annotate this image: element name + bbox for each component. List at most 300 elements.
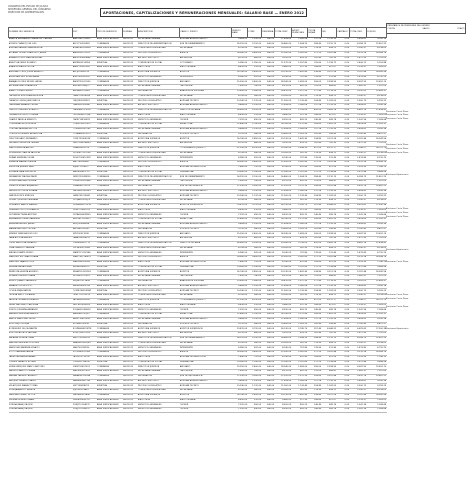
table-cell: 10,600.00 — [275, 322, 292, 327]
table-cell: AUDITORIA SUPERIOR — [138, 70, 180, 75]
table-cell: 1,802.29 — [322, 123, 337, 128]
table-cell: 24012012 — [123, 332, 138, 337]
table-cell: 1,126.30 — [322, 379, 337, 384]
table-cell: ARCHIVISTA — [180, 56, 232, 61]
table-cell: 927.30 — [292, 113, 308, 118]
table-cell: 5,915.24 — [350, 161, 367, 166]
table-cell: 9,864.00 — [232, 222, 248, 227]
table-cell: 540.00 — [262, 332, 275, 337]
table-cell: 21,520.00 — [275, 374, 292, 379]
table-cell: 10,600.00 — [275, 227, 292, 232]
table-cell: 2,598.90 — [322, 232, 337, 237]
table-cell: 894.12 — [322, 151, 337, 156]
table-cell: COMUNICACION SOCIAL — [138, 218, 180, 223]
table-cell: 5,915.24 — [350, 351, 367, 356]
table-cell: 540.00 — [262, 232, 275, 237]
table-cell: 0.00 — [337, 256, 350, 261]
table-cell: CONFIANZA — [97, 241, 123, 246]
table-cell: 2,030.97 — [350, 94, 367, 99]
table-cell: 24012012 — [123, 156, 138, 161]
table-cell: 1,760.00 — [248, 123, 262, 128]
table-cell: 9,864.00 — [232, 284, 248, 289]
table-cell: 0.00 — [337, 75, 350, 80]
table-cell: 22,500.00 — [275, 256, 292, 261]
table-cell: 174.90 — [308, 151, 322, 156]
table-cell: 6,980.00 — [232, 346, 248, 351]
table-cell: SABI700226R26 — [73, 346, 97, 351]
table-cell: 24012012 — [123, 94, 138, 99]
table-cell: CHOFER — [180, 308, 232, 313]
table-cell: 540.00 — [262, 118, 275, 123]
table-cell: BASE SINDICALIZADO — [97, 66, 123, 71]
table-cell: ABOGADO — [180, 80, 232, 85]
table-cell: 12,480.00 — [232, 313, 248, 318]
table-cell: 358.60 — [308, 374, 322, 379]
table-cell: 1,916.97 — [350, 303, 367, 308]
loan-note: Prestamo Corto Plazo — [386, 144, 409, 147]
loan-note: Prestamo Corto Plazo — [386, 298, 409, 301]
table-cell: 174.90 — [308, 94, 322, 99]
table-cell: 822.80 — [292, 355, 308, 360]
table-cell: 427.00 — [308, 146, 322, 151]
table-cell: 8,970.00 — [275, 370, 292, 375]
table-cell: 18,560.00 — [232, 51, 248, 56]
table-cell: CRUZ DELGADO FERNANDO — [9, 137, 73, 142]
table-cell: MAFL680925X60 — [73, 260, 97, 265]
table-cell: EVENTUAL — [97, 227, 123, 232]
table-cell: 821.07 — [322, 113, 337, 118]
table-cell: 146.40 — [308, 213, 322, 218]
table-cell: 11,355.31 — [367, 218, 387, 223]
table-cell: 24012012 — [123, 66, 138, 71]
table-cell: ORTEGA NIETO YOLANDA — [9, 294, 73, 299]
table-cell: 3,720.00 — [248, 203, 262, 208]
table-cell: ROUM680822M78 — [73, 327, 97, 332]
table-cell: 7,702.05 — [367, 142, 387, 147]
table-cell: 0.00 — [337, 294, 350, 299]
table-cell: 24012012 — [123, 113, 138, 118]
table-cell: 12,480.00 — [232, 218, 248, 223]
table-cell: 2,030.97 — [350, 389, 367, 394]
table-cell: ARCHIVISTA — [180, 237, 232, 242]
table-cell: 1,161.60 — [292, 170, 308, 175]
table-cell: 24012012 — [123, 61, 138, 66]
table-cell: AALM750630B44 — [73, 56, 97, 61]
table-cell: 371.20 — [308, 256, 322, 261]
table-cell: 149.60 — [308, 355, 322, 360]
table-cell: 24012012 — [123, 265, 138, 270]
table-cell: 2,598.90 — [322, 80, 337, 85]
table-cell: 1,085.04 — [292, 317, 308, 322]
table-cell: JEFE DE DEPARTAMENTO — [180, 42, 232, 47]
table-cell: CAPTURISTA — [180, 370, 232, 375]
table-cell: DURAN HERRERA OSCAR — [9, 156, 73, 161]
table-cell: CONFIANZA — [97, 313, 123, 318]
table-cell: RITG860130L41 — [73, 322, 97, 327]
table-cell: 21,498.82 — [367, 108, 387, 113]
table-cell: 860.00 — [248, 237, 262, 242]
table-cell: 11,654.00 — [275, 189, 292, 194]
table-cell: INFORMATICA — [138, 279, 180, 284]
table-cell: GUERRERO SOTO ELIZABETH — [9, 208, 73, 213]
table-cell: 540.00 — [262, 137, 275, 142]
column-header: NOMBRE DEL SERVIDOR — [9, 28, 73, 38]
table-cell: 16,584.76 — [367, 256, 387, 261]
table-cell: 5,643.18 — [322, 241, 337, 246]
table-cell: GARCIA PONCE ENRIQUE — [9, 194, 73, 199]
table-cell: 24012012 — [123, 170, 138, 175]
table-cell: 10,240.00 — [232, 194, 248, 199]
table-cell: 8,430.00 — [232, 208, 248, 213]
table-cell: 956.83 — [322, 227, 337, 232]
table-cell: BASE SINDICALIZADO — [97, 180, 123, 185]
table-cell: 24012012 — [123, 237, 138, 242]
table-cell: 174.90 — [308, 341, 322, 346]
table-cell: BIBLIOTECA — [138, 113, 180, 118]
table-cell: 197.28 — [308, 379, 322, 384]
table-cell: BASE SINDICALIZADO — [97, 355, 123, 360]
table-cell: 0.00 — [337, 289, 350, 294]
table-cell: BASE SINDICALIZADO — [97, 346, 123, 351]
table-cell: 9,399.25 — [367, 99, 387, 104]
table-cell: 1,238.66 — [322, 360, 337, 365]
table-cell: 25,990.00 — [275, 298, 292, 303]
table-cell: 11,654.00 — [275, 104, 292, 109]
table-cell: 1,126.30 — [322, 104, 337, 109]
table-cell: 540.00 — [262, 265, 275, 270]
table-cell: 2,185.70 — [292, 203, 308, 208]
table-cell: 540.00 — [262, 351, 275, 356]
table-cell: 284.40 — [308, 175, 322, 180]
table-cell: 5,200.00 — [248, 108, 262, 113]
table-cell: 1,541.36 — [350, 308, 367, 313]
table-cell: FUENTES NUÑEZ ALEJANDRO — [9, 184, 73, 189]
table-cell: 2,598.90 — [322, 365, 337, 370]
table-cell: 540.00 — [262, 279, 275, 284]
table-cell: 197.28 — [308, 127, 322, 132]
table-cell: EIJR671214B72 — [73, 165, 97, 170]
table-cell: AUXILIAR DE BIBLIOTECA — [180, 355, 232, 360]
table-cell: 24012012 — [123, 341, 138, 346]
table-cell: RASF710415K04 — [73, 317, 97, 322]
table-cell: 805.20 — [292, 118, 308, 123]
table-cell: 1,541.36 — [350, 408, 367, 413]
table-cell: 15,887.22 — [367, 374, 387, 379]
table-cell: COMUNICACION SOCIAL — [138, 313, 180, 318]
table-cell: 492.00 — [308, 241, 322, 246]
loan-note: Prestamo Corto Plazo — [386, 148, 409, 151]
table-cell: CONFIANZA — [97, 175, 123, 180]
table-cell: 6,720.20 — [367, 156, 387, 161]
table-cell: 4,046.52 — [322, 327, 337, 332]
table-cell: 540.00 — [262, 170, 275, 175]
table-cell: 8,120.00 — [232, 56, 248, 61]
table-cell: 9,520.00 — [275, 142, 292, 147]
table-cell: LOBG650627T12 — [73, 241, 97, 246]
table-cell: 24012012 — [123, 370, 138, 375]
table-cell: 910.00 — [248, 66, 262, 71]
table-cell: 762.35 — [322, 142, 337, 147]
table-cell: VILLA JARAMILLO REBECA — [9, 389, 73, 394]
table-cell: 11,900.00 — [275, 194, 292, 199]
table-cell: 284.40 — [308, 42, 322, 47]
table-cell: COMUNICACION SOCIAL — [138, 360, 180, 365]
table-cell: 0.00 — [337, 156, 350, 161]
table-cell: CHAVEZ PADILLA ERNESTO — [9, 118, 73, 123]
table-cell: 1,085.04 — [292, 104, 308, 109]
table-cell: CONFIANZA — [97, 218, 123, 223]
table-cell: 1,238.66 — [322, 170, 337, 175]
table-cell: 961.95 — [292, 199, 308, 204]
table-cell: 540.00 — [262, 165, 275, 170]
table-cell: 2,850.00 — [248, 137, 262, 142]
column-header: CUOTA SEDAR — [308, 28, 322, 38]
table-cell: 540.00 — [262, 256, 275, 261]
column-header: LIQUIDO — [367, 28, 387, 38]
table-cell: 621.50 — [322, 260, 337, 265]
table-cell: 197.28 — [308, 284, 322, 289]
table-cell: 540.00 — [262, 374, 275, 379]
table-cell: ESPINOZA JIMENEZ RAUL — [9, 165, 73, 170]
table-cell: 1,180.00 — [248, 170, 262, 175]
table-cell: BASE SINDICALIZADO — [97, 251, 123, 256]
table-cell: 540.00 — [262, 146, 275, 151]
table-cell: 540.00 — [262, 218, 275, 223]
table-cell: 7,650.00 — [232, 180, 248, 185]
table-cell: BASE SINDICALIZADO — [97, 104, 123, 109]
table-cell: DIRECCION JURIDICA — [138, 365, 180, 370]
table-cell: 334.80 — [308, 393, 322, 398]
table-cell: 10,265.00 — [275, 199, 292, 204]
table-cell: MAEL790714W23 — [73, 256, 97, 261]
table-cell: 14,220.00 — [232, 175, 248, 180]
table-cell: PROCESO LEGISLATIVO — [138, 194, 180, 199]
table-cell: ABOGADO — [180, 232, 232, 237]
table-cell: 540.00 — [262, 241, 275, 246]
table-cell: ESPARZA IBARRA CLAUDIA — [9, 161, 73, 166]
table-cell: 1,372.80 — [292, 123, 308, 128]
table-cell: 139.60 — [308, 251, 322, 256]
table-cell: 0.00 — [337, 137, 350, 142]
table-cell: 0.00 — [337, 389, 350, 394]
table-cell: 1,250.00 — [248, 189, 262, 194]
table-cell: 540.00 — [262, 355, 275, 360]
table-cell: 1,169.55 — [322, 384, 337, 389]
table-cell: SERVICIOS GENERALES — [138, 156, 180, 161]
table-cell: PEREZ PALOMINO CAROLINA — [9, 303, 73, 308]
table-cell: 24012012 — [123, 408, 138, 413]
table-cell: ALVAREZ LOPEZ MARTHA ELENA — [9, 56, 73, 61]
table-cell: 7,702.05 — [367, 56, 387, 61]
table-cell: 1,250.00 — [248, 37, 262, 42]
column-header: CAPITALIZ. — [337, 28, 350, 38]
table-cell: 0.00 — [337, 175, 350, 180]
table-cell: 24012012 — [123, 379, 138, 384]
table-cell: 540.00 — [262, 142, 275, 147]
org-line: DIRECCION DE ADMINISTRACION — [8, 11, 44, 14]
table-cell: MADP711202V86 — [73, 251, 97, 256]
table-cell: 589.76 — [322, 213, 337, 218]
table-cell: 540.00 — [262, 284, 275, 289]
table-cell: 24012012 — [123, 336, 138, 341]
table-cell: 1,760.00 — [248, 218, 262, 223]
table-cell: BASE SINDICALIZADO — [97, 246, 123, 251]
table-cell: SECRETARIA GENERAL — [138, 85, 180, 90]
table-cell: BATS680129K49 — [73, 89, 97, 94]
table-cell: 540.00 — [262, 398, 275, 403]
table-cell: 7,480.00 — [232, 355, 248, 360]
table-cell: BIBLIOTECARIA — [180, 398, 232, 403]
table-cell: 197.28 — [308, 222, 322, 227]
table-cell: 24012012 — [123, 175, 138, 180]
table-cell: 540.00 — [262, 403, 275, 408]
table-cell: CONFIANZA — [97, 256, 123, 261]
table-cell: CEOL800427Q58 — [73, 113, 97, 118]
table-cell: 668.41 — [322, 275, 337, 280]
table-cell: 8,740.00 — [275, 355, 292, 360]
table-cell: 620.00 — [248, 346, 262, 351]
table-cell: 540.00 — [262, 303, 275, 308]
table-cell: JIZR700911R38 — [73, 232, 97, 237]
table-cell: 22,500.00 — [275, 51, 292, 56]
table-cell: 0.00 — [337, 170, 350, 175]
table-cell: EVENTUAL — [97, 194, 123, 199]
table-cell: 1,120.00 — [248, 384, 262, 389]
table-cell: CONFIANZA — [97, 298, 123, 303]
table-cell: 24012012 — [123, 118, 138, 123]
table-cell: 9,120.00 — [232, 132, 248, 137]
table-cell: BASE SINDICALIZADO — [97, 408, 123, 413]
table-cell: 1,662.91 — [350, 85, 367, 90]
table-cell: BASE SINDICALIZADO — [97, 142, 123, 147]
table-cell: TAPIA CASTAÑEDA RAFAEL — [9, 355, 73, 360]
loans-header-col: SALDO — [422, 28, 430, 31]
table-cell: 24012012 — [123, 42, 138, 47]
table-cell: 540.00 — [262, 237, 275, 242]
table-cell: 24012012 — [123, 308, 138, 313]
table-cell: 24012012 — [123, 165, 138, 170]
table-cell: 24012012 — [123, 123, 138, 128]
table-cell: ARCHIVISTA — [180, 332, 232, 337]
table-cell: 8,457.57 — [367, 227, 387, 232]
table-cell: VAGA690125X48 — [73, 374, 97, 379]
table-cell: 2,408.62 — [350, 284, 367, 289]
table-cell: BIBLIOTECA — [138, 260, 180, 265]
table-cell: 11,570.00 — [275, 61, 292, 66]
table-cell: 7,320.00 — [232, 118, 248, 123]
table-cell: GORM660517K16 — [73, 203, 97, 208]
column-header: TOTAL PERC. — [275, 28, 292, 38]
table-cell: 182.40 — [308, 132, 322, 137]
table-cell: 0.00 — [337, 89, 350, 94]
table-cell: 1,126.30 — [322, 127, 337, 132]
table-cell: CUDF730304V28 — [73, 137, 97, 142]
table-cell: 8,140.00 — [275, 346, 292, 351]
table-cell: ZAMORA LOZANO VICTOR — [9, 393, 73, 398]
table-cell: 24012012 — [123, 137, 138, 142]
table-cell: AEPR800214D90 — [73, 61, 97, 66]
table-cell: 1,916.97 — [350, 208, 367, 213]
table-cell: 540.00 — [262, 346, 275, 351]
table-cell: 860.00 — [248, 56, 262, 61]
table-cell: 0.00 — [337, 104, 350, 109]
table-cell: 1,541.36 — [350, 118, 367, 123]
table-cell: 24012012 — [123, 146, 138, 151]
table-cell: 540.00 — [262, 313, 275, 318]
table-cell: 956.83 — [322, 132, 337, 137]
table-cell: DIFA650822X19 — [73, 146, 97, 151]
table-cell: CAVJ740920M23 — [73, 99, 97, 104]
table-cell: 3,011.26 — [322, 393, 337, 398]
table-cell: 153.00 — [308, 275, 322, 280]
table-cell: 540.00 — [262, 370, 275, 375]
table-cell: 767.80 — [292, 75, 308, 80]
table-cell: 8,234.03 — [367, 294, 387, 299]
table-cell: 720.00 — [248, 355, 262, 360]
loan-note: Prestamo Corto Plazo — [386, 211, 409, 214]
table-cell: BASE SINDICALIZADO — [97, 75, 123, 80]
table-cell: 1,980.00 — [248, 89, 262, 94]
table-cell: INFORMATICA — [138, 132, 180, 137]
table-cell: 9,120.00 — [232, 322, 248, 327]
table-cell: 5,187.46 — [350, 270, 367, 275]
table-cell: 1,085.04 — [292, 284, 308, 289]
table-cell: 24012012 — [123, 317, 138, 322]
table-cell: 0.00 — [337, 132, 350, 137]
table-cell: JEFE DE DEPARTAMENTO — [180, 175, 232, 180]
table-cell: ALCARAZ GOMEZ FRANCISCO JAVIER — [9, 51, 73, 56]
table-cell: 589.76 — [322, 118, 337, 123]
table-cell: BASE SINDICALIZADO — [97, 222, 123, 227]
table-cell: 540.00 — [262, 184, 275, 189]
table-cell: CAMR660713P14 — [73, 108, 97, 113]
table-cell: 0.00 — [337, 241, 350, 246]
table-cell: 1,097.80 — [292, 61, 308, 66]
table-cell: CONFIANZA — [97, 327, 123, 332]
table-cell: ARCHIVISTA — [180, 142, 232, 147]
table-cell: 8,745.00 — [232, 151, 248, 156]
table-cell: CONFIANZA — [97, 161, 123, 166]
table-cell: RAMIREZ RENTERIA MARISOL — [9, 313, 73, 318]
table-cell: CONFIANZA — [97, 123, 123, 128]
table-cell: 2,611.46 — [350, 360, 367, 365]
table-cell: 249.60 — [308, 313, 322, 318]
table-cell: 1,126.40 — [292, 384, 308, 389]
table-cell: 8,430.00 — [232, 113, 248, 118]
table-cell: 8,234.03 — [367, 151, 387, 156]
table-cell: 8,550.00 — [275, 118, 292, 123]
table-cell: 1,419.80 — [350, 156, 367, 161]
table-cell: 980.00 — [248, 151, 262, 156]
table-cell: AUDITOR — [180, 270, 232, 275]
table-cell: 9,880.00 — [275, 208, 292, 213]
loans-header — [386, 23, 466, 34]
table-cell: 334.80 — [308, 70, 322, 75]
table-cell: ARELLANO CRUZ JORGE ALBERTO — [9, 70, 73, 75]
table-cell: 358.60 — [308, 184, 322, 189]
table-cell: ZALV660913B96 — [73, 393, 97, 398]
table-cell: 5,632.78 — [350, 184, 367, 189]
table-cell: CONFIANZA — [97, 270, 123, 275]
table-cell: 0.00 — [337, 142, 350, 147]
table-cell: CANS820105N61 — [73, 104, 97, 109]
table-cell: 3,400.00 — [248, 351, 262, 356]
table-cell: 1,419.80 — [350, 251, 367, 256]
table-cell: 371.20 — [308, 161, 322, 166]
table-cell: 9,245.38 — [367, 189, 387, 194]
table-cell: 767.80 — [292, 156, 308, 161]
table-cell: 3,011.26 — [322, 137, 337, 142]
